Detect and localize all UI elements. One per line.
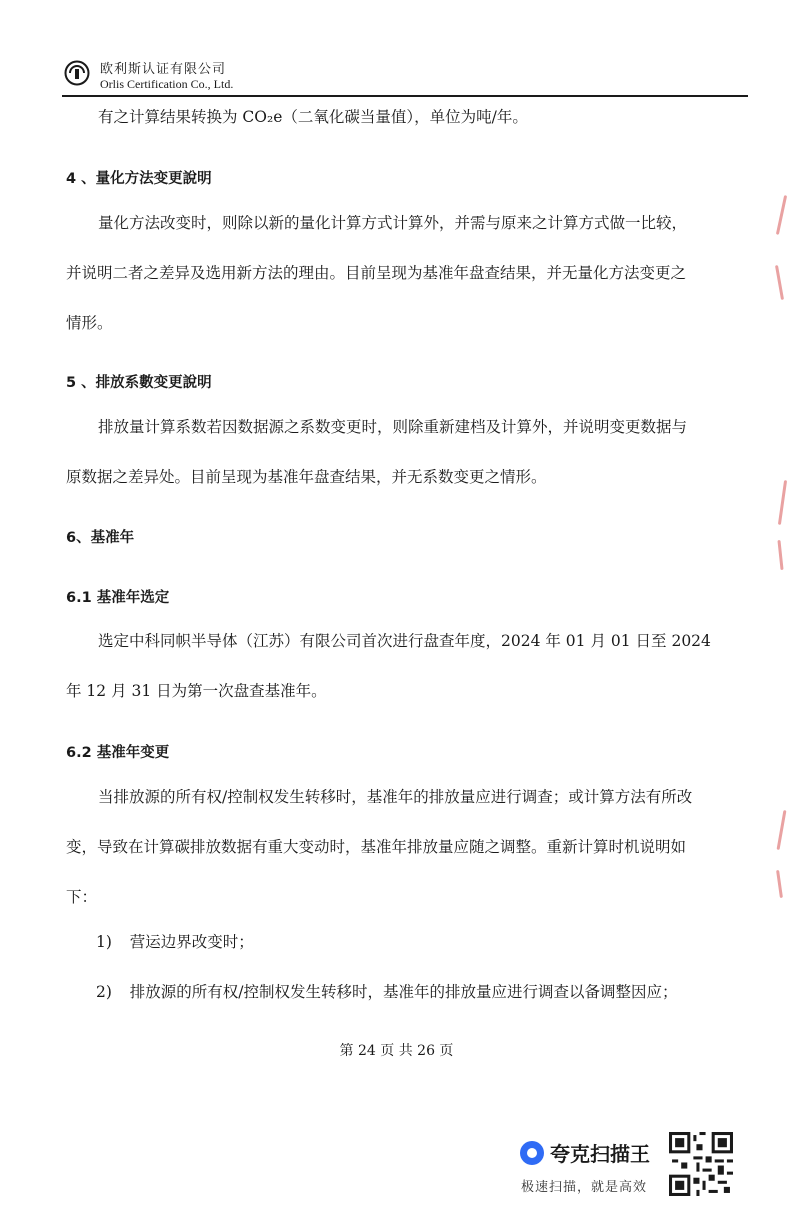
stamp-fragment — [777, 810, 787, 850]
stamp-fragment — [776, 870, 783, 898]
scanner-brand — [520, 1138, 650, 1167]
stamp-fragment — [775, 265, 784, 300]
qr-code-icon — [669, 1132, 733, 1196]
scanner-brand-name: 夸克扫描王 — [550, 1142, 650, 1166]
list-item-number: 2) — [96, 983, 112, 1001]
list-item-text: 营运边界改变时； — [129, 933, 254, 951]
section-4-heading: 4 、量化方法变更說明 — [66, 171, 212, 187]
scanner-slogan: 极速扫描，就是高效 — [521, 1180, 648, 1195]
section-6-1-paragraph: 选定中科同帜半导体（江苏）有限公司首次进行盘查年度，2024 年 01 月 01 日至 2024 年 12 月 31 日为第一次盘查基准年。 — [66, 632, 711, 700]
list-item — [96, 980, 678, 1002]
section-6-heading: 6、基准年 — [66, 530, 135, 546]
stamp-fragment — [778, 480, 787, 525]
company-name-en: Orlis Certification Co., Ltd. — [100, 77, 234, 91]
section-6-2-heading: 6.2 基准年变更 — [66, 745, 170, 761]
list-item — [96, 930, 254, 952]
scanner-logo-icon — [520, 1141, 544, 1165]
page-number: 第 24 页 共 26 页 — [339, 1043, 454, 1059]
section-5-heading: 5 、排放系數变更說明 — [66, 375, 212, 391]
section-5-paragraph: 排放量计算系数若因数据源之系数变更时，则除重新建档及计算外，并说明变更数据与 原数据之差异处。目前呈现为基准年盘查结果，并无系数变更之情形。 — [66, 418, 688, 486]
list-item-number: 1) — [96, 933, 112, 951]
intro-paragraph: 有之计算结果转换为 CO₂e（二氧化碳当量值），单位为吨/年。 — [98, 108, 528, 126]
company-logo-icon — [64, 60, 90, 86]
company-name-cn: 欧利斯认证有限公司 — [100, 62, 227, 77]
section-6-2-paragraph: 当排放源的所有权/控制权发生转移时，基准年的排放量应进行调查；或计算方法有所改 变，导致在计算碳排放数据有重大变动时，基准年排放量应随之调整。重新计算时机说明如 下： — [66, 788, 693, 906]
stamp-fragment — [777, 540, 783, 570]
section-4-paragraph: 量化方法改变时，则除以新的量化计算方式计算外，并需与原来之计算方式做一比较， 并说明二者之差异及选用新方法的理由。目前呈现为基准年盘查结果，并无量化方法变更之 情形。 — [66, 214, 688, 332]
stamp-fragment — [776, 195, 787, 235]
list-item-text: 排放源的所有权/控制权发生转移时，基准年的排放量应进行调查以备调整因应； — [129, 983, 678, 1001]
section-6-1-heading: 6.1 基准年选定 — [66, 590, 170, 606]
